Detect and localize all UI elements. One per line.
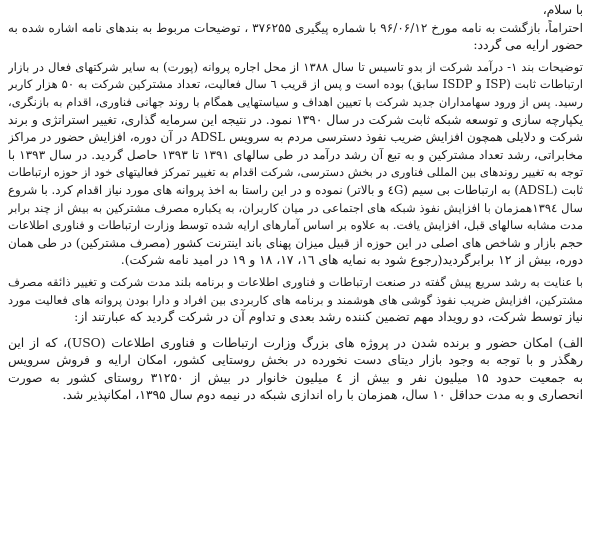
section1-line: حجم بازار و شاخص های اصلی در این حوزه از قبیل میزان پهنای باند اینترنت کشور (مصرف مشترکین) در طی همان <box>8 235 583 250</box>
intro-line: حضور ارایه می گردد: <box>473 38 583 53</box>
section1-paragraph <box>8 59 583 270</box>
section1-line: ارتباطات ثابت (ISP و ISDP سابق) بوده است و پس از قریب ٦ سال فعالیت، تعداد مشترکین شرکت به ۵۰ هزار کاربر <box>8 77 583 92</box>
section1-line: مدت مشابه سالهای قبل، افزایش یافت. به علاوه بر اساس آمارهای ارایه شده توسط وزارت ارتباطات و فناوری اطلاعات <box>8 218 583 233</box>
section1-line: رسید. پس از ورود سهامداران جدید شرکت با تعیین اهداف و سیاستهایی همگام با روند جهانی فناوری، اقدام به بازنگری، <box>8 94 583 109</box>
greeting-line: با سلام، <box>542 3 583 17</box>
section3-paragraph <box>8 335 583 405</box>
section3-line: به جمعیت حدود ۱۵ میلیون نفر و بیش از ٤ میلیون خانوار در بیش از ۳۱۲۵۰ روستای کشور به صورت <box>8 370 583 385</box>
spacer <box>8 327 583 335</box>
section2-line: مشترکین، افزایش ضریب نفوذ گوشی های هوشمند و برنامه های کاربردی بین افراد و دارا بودن پروانه های فعالیت مورد <box>8 292 583 307</box>
intro-line: احتراماً، بازگشت به نامه مورخ ۹۶/۰۶/۱۲ با شماره پیگیری ۳۷۶۲۵۵ ، توضیحات مربوط به بندهای نامه اشاره شده به <box>8 20 583 35</box>
section1-line: توجه به تغییر روندهای بین المللی فناوری در بخش دسترسی، شرکت اقدام به تغییر تمرکز فعالیتهای خود از حوزه ارتباطات <box>8 165 583 180</box>
section1-line: دوره، بیش از ۱۲ برابرگردید(رجوع شود به نمایه های ۱٦، ۱۷، ۱۸ و ۱۹ در امید نامه شرکت). <box>120 253 583 268</box>
section1-line: یکپارچه سازی و توسعه شبکه ثابت شرکت در سال ۱۳۹۰ نمود. در نتیجه این سرمایه گذاری، تغییر استراتژی و برند <box>8 112 583 127</box>
section3-line: رهگذر و با توجه به وجود بازار دیتای دست نخورده در بخش روستایی کشور، امکان ارایه و فروش سرویس <box>8 353 583 368</box>
section1-line: مخابراتی، رشد تعداد مشترکین و به تبع آن رشد درآمد در طی سالهای ۱۳۹۱ تا ۱۳۹۳ حاصل گردید. در سال ۱۳۹۳ با <box>8 147 583 162</box>
section2-line: نیاز توسط شرکت، دو رویداد مهم تضمین کننده رشد بعدی و تداوم آن در شرکت گردید که عبارتند از: <box>74 310 583 325</box>
section3-line: انحصاری و به مدت حداقل ۱۰ سال، همزمان با راه اندازی شبکه در نیمه دوم سال ۱۳۹۵، امکانپذیر شد. <box>62 388 583 403</box>
section1-line: شرکت و دلایلی همچون افزایش ضریب نفوذ دسترسی مردم به سرویس ADSL در آن دوره، افزایش حضور در مراکز <box>8 130 583 145</box>
section3-line: الف) امکان حضور و برنده شدن در پروژه های بزرگ وزارت ارتباطات و فناوری اطلاعات (USO)، که از این <box>8 335 583 350</box>
section1-line: توضیحات بند ۱- درآمد شرکت از بدو تاسیس تا سال ۱۳۸۸ از محل اجاره پروانه (پورت) به سایر شرکتهای فعال در بازار <box>8 59 583 74</box>
intro-paragraph <box>8 20 583 55</box>
section2-line: با عنایت به رشد سریع پیش گفته در صنعت ارتباطات و فناوری اطلاعات و برنامه بلند مدت شرکت و تغییر ذائقه مصرف <box>8 274 583 289</box>
section1-line: سال ۱۳۹٤همزمان با افزایش نفوذ شبکه های اجتماعی در میان کاربران، به یکباره مصرف مشترکین به بیش از چند برابر <box>8 200 583 215</box>
section1-line: ثابت (ADSL) به ارتباطات بی سیم (٤G و بالاتر) نموده و در این راستا به اخذ پروانه های مورد نیاز اقدام کرد. با شروع <box>8 182 583 197</box>
greeting <box>8 2 583 20</box>
section2-paragraph <box>8 274 583 327</box>
